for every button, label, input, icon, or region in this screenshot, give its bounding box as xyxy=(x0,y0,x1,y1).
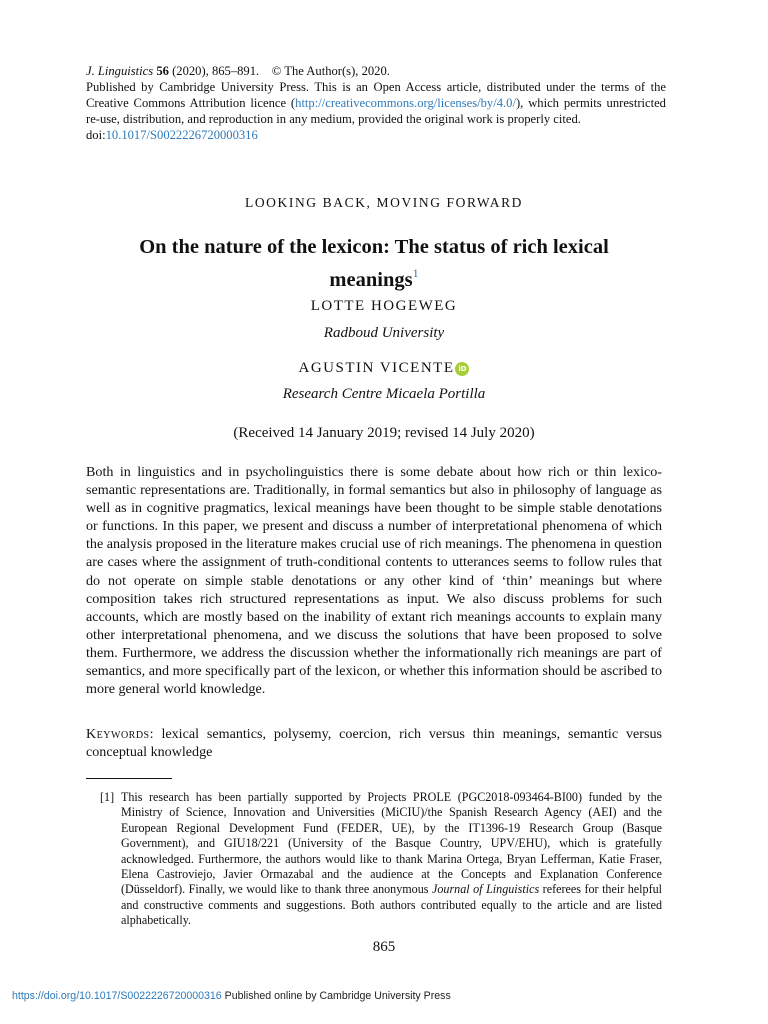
publisher-footer-text: Published online by Cambridge University Press xyxy=(221,990,451,1002)
license-link[interactable]: http://creativecommons.org/licenses/by/4.0/ xyxy=(295,96,516,110)
page-number: 865 xyxy=(372,939,396,955)
journal-name: J. Linguistics xyxy=(86,64,154,78)
doi-line xyxy=(86,127,666,143)
license-statement: Published by Cambridge University Press. This is an Open Access article, distributed under the terms of the Creative Commons Attribution licence (http://creativecommons.org/licenses/by/4.0/), which permits unrestricted re-use, distribution, and reproduction in any medium, provided the original work is properly cited. xyxy=(86,80,666,126)
footnote xyxy=(100,790,662,929)
title-footnote-link[interactable]: 1 xyxy=(412,266,419,280)
keywords: Keywords: lexical semantics, polysemy, coercion, rich versus thin meanings, semantic versus conceptual knowledge xyxy=(86,726,662,761)
footnote-text: This research has been partially supported by Projects PROLE (PGC2018-093464-BI00) funded by the Ministry of Science, Innovation and Universities (MiCIU)/the Spanish Research Agency (AEI) and the European Regional Development Fund (FEDER, UE), by the IT1396-19 Research Group (Basque Government), and GIU18/221 (University of the Basque Country, UPV/EHU), which is gratefully acknowledged. Furthermore, the authors would like to thank Marina Ortega, Bryan Lefferman, Katie Fraser, Elena Castroviejo, Javier Ormazabal and the audience at the Concepts and Explanation Conference (Düsseldorf). Finally, we would like to thank three anonymous Journal of Linguistics referees for their helpful and constructive comments and suggestions. Both authors contributed equally to the article and are listed alphabetically. xyxy=(121,790,663,928)
author-name: LOTTE HOGEWEG xyxy=(310,298,458,314)
journal-header xyxy=(86,63,666,143)
footnote-divider xyxy=(86,778,172,779)
article-title: On the nature of the lexicon: The status of rich lexical meanings$^1$ xyxy=(139,236,609,291)
copyright-notice: © The Author(s), 2020. xyxy=(271,64,390,78)
footnote-number: [1] xyxy=(100,790,115,804)
publisher-footer xyxy=(12,990,451,1002)
author-affiliation: Radboud University xyxy=(323,325,445,341)
orcid-icon[interactable]: iD xyxy=(455,362,469,376)
citation-line xyxy=(86,63,666,79)
journal-volume: 56 xyxy=(156,64,169,78)
author-affiliation: Research Centre Micaela Portilla xyxy=(282,386,486,402)
doi-label: doi: xyxy=(86,128,106,142)
abstract: Both in linguistics and in psycholinguistics there is some debate about how rich or thin lexico-semantic representations are. Traditionally, in formal semantics but also in philosophy of language as well as in cognitive pragmatics, lexical meanings have been thought to be simple stable denotations or functions. In this paper, we present and discuss a number of interpretational phenomena of which the analysis proposed in the literature makes crucial use of rich meanings. The phenomena in question are cases where the assignment of truth-conditional contents to utterances seems to follow rules that do not operate on simple stable denotations or any other kind of ‘thin’ meanings but where composition takes rich structured representations as input. We also discuss problems for such accounts, which are mostly based on the inability of extant rich meanings accounts to explain many other interpretational phenomena, and we discuss the solutions that have been proposed to solve them. Furthermore, we address the discussion whether the informationally rich meanings are part of semantics, and more specifically part of the lexicon, or whether this information should be ascribed to more general world knowledge. xyxy=(86,464,662,698)
keywords-label: Keywords xyxy=(86,726,150,742)
section-label: LOOKING BACK, MOVING FORWARD xyxy=(244,195,524,210)
doi-link[interactable]: 10.1017/S0022226720000316 xyxy=(105,128,258,142)
keywords-text: lexical semantics, polysemy, coercion, rich versus thin meanings, semantic versus conceptual knowledge xyxy=(86,726,662,761)
doi-footer-link[interactable]: https://doi.org/10.1017/S0022226720000316 xyxy=(12,990,222,1002)
author-name: AGUSTIN VICENTE xyxy=(298,360,455,376)
citation-pages: (2020), 865–891. xyxy=(172,64,260,78)
received-dates: (Received 14 January 2019; revised 14 July 2020) xyxy=(233,425,535,441)
author-name-with-orcid xyxy=(0,360,768,377)
